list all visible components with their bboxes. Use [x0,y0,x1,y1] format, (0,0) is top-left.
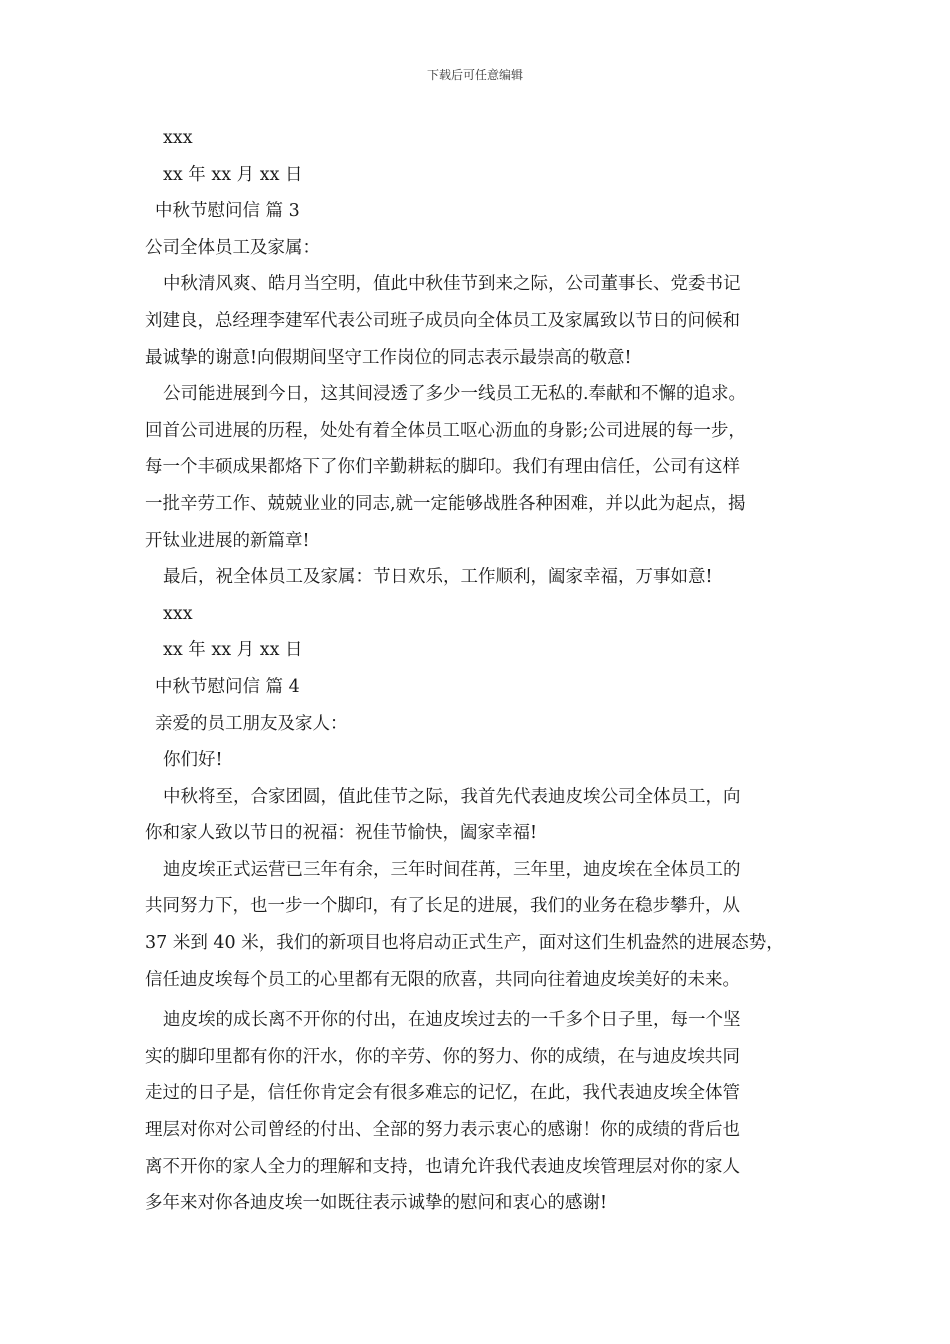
paragraph-line: 迪皮埃正式运营已三年有余，三年时间荏苒，三年里，迪皮埃在全体员工的 [163,859,741,880]
paragraph-line: 迪皮埃的成长离不开你的付出，在迪皮埃过去的一千多个日子里，每一个坚 [163,1010,741,1031]
signature-xxx: xxx [163,128,193,148]
paragraph-line: 信任迪皮埃每个员工的心里都有无限的欣喜，共同向往着迪皮埃美好的未来。 [145,969,740,990]
paragraph-line: 中秋清风爽、皓月当空明，值此中秋佳节到来之际，公司董事长、党委书记 [163,274,741,295]
paragraph-line: 中秋将至，合家团圆，值此佳节之际，我首先代表迪皮埃公司全体员工，向 [163,786,741,807]
paragraph-line: 共同努力下，也一步一个脚印，有了长足的进展，我们的业务在稳步攀升，从 [145,896,740,917]
letter-date: xx 年 xx 月 xx 日 [163,164,303,185]
paragraph-line: 最后，祝全体员工及家属：节日欢乐，工作顺利，阖家幸福，万事如意! [163,567,713,588]
paragraph-line: 一批辛劳工作、兢兢业业的同志,就一定能够战胜各种困难，并以此为起点，揭 [145,493,746,514]
page-header-note: 下载后可任意编辑 [426,68,523,82]
paragraph-line: 离不开你的家人全力的理解和支持，也请允许我代表迪皮埃管理层对你的家人 [145,1156,740,1177]
paragraph-line: 多年来对你各迪皮埃一如既往表示诚挚的慰问和衷心的感谢! [145,1193,608,1214]
signature-xxx: xxx [163,603,193,624]
paragraph-line: 理层对你对公司曾经的付出、全部的努力表示衷心的感谢！你的成绩的背后也 [145,1120,740,1141]
salutation-3: 公司全体员工及家属： [145,237,320,258]
paragraph-line: 每一个丰硕成果都烙下了你们辛勤耕耘的脚印。我们有理由信任，公司有这样 [145,457,740,478]
greeting-4: 你们好! [163,750,223,771]
paragraph-3-2 [145,376,825,559]
paragraph-line: 刘建良，总经理李建军代表公司班子成员向全体员工及家属致以节日的问候和 [145,310,740,331]
document-body [145,120,825,1222]
section-title-3: 中秋节慰问信 篇 3 [155,201,300,222]
paragraph-3-1 [145,266,825,376]
paragraph-line: 37 米到 40 米，我们的新项目也将启动正式生产，面对这们生机盎然的进展态势， [145,933,784,954]
paragraph-line: 实的脚印里都有你的汗水，你的辛劳、你的努力、你的成绩，在与迪皮埃共同 [145,1046,740,1067]
salutation-4: 亲爱的员工朋友及家人： [155,713,348,734]
section-title-4: 中秋节慰问信 篇 4 [155,676,300,697]
paragraph-4-1 [145,779,825,852]
paragraph-line: 最诚挚的谢意!向假期间坚守工作岗位的同志表示最崇高的敬意! [145,347,632,368]
paragraph-4-2 [145,852,825,998]
letter-date: xx 年 xx 月 xx 日 [163,640,303,661]
paragraph-line: 你和家人致以节日的祝福：祝佳节愉快，阖家幸福! [145,823,538,844]
paragraph-line: 回首公司进展的历程，处处有着全体员工呕心沥血的身影;公司进展的每一步， [145,420,746,441]
paragraph-3-3 [145,559,825,596]
paragraph-line: 开钛业进展的新篇章! [145,530,310,551]
paragraph-4-3 [145,1002,825,1222]
paragraph-line: 公司能进展到今日，这其间浸透了多少一线员工无私的.奉献和不懈的追求。 [163,384,747,405]
paragraph-line: 走过的日子是，信任你肯定会有很多难忘的记忆，在此，我代表迪皮埃全体管 [145,1083,740,1104]
